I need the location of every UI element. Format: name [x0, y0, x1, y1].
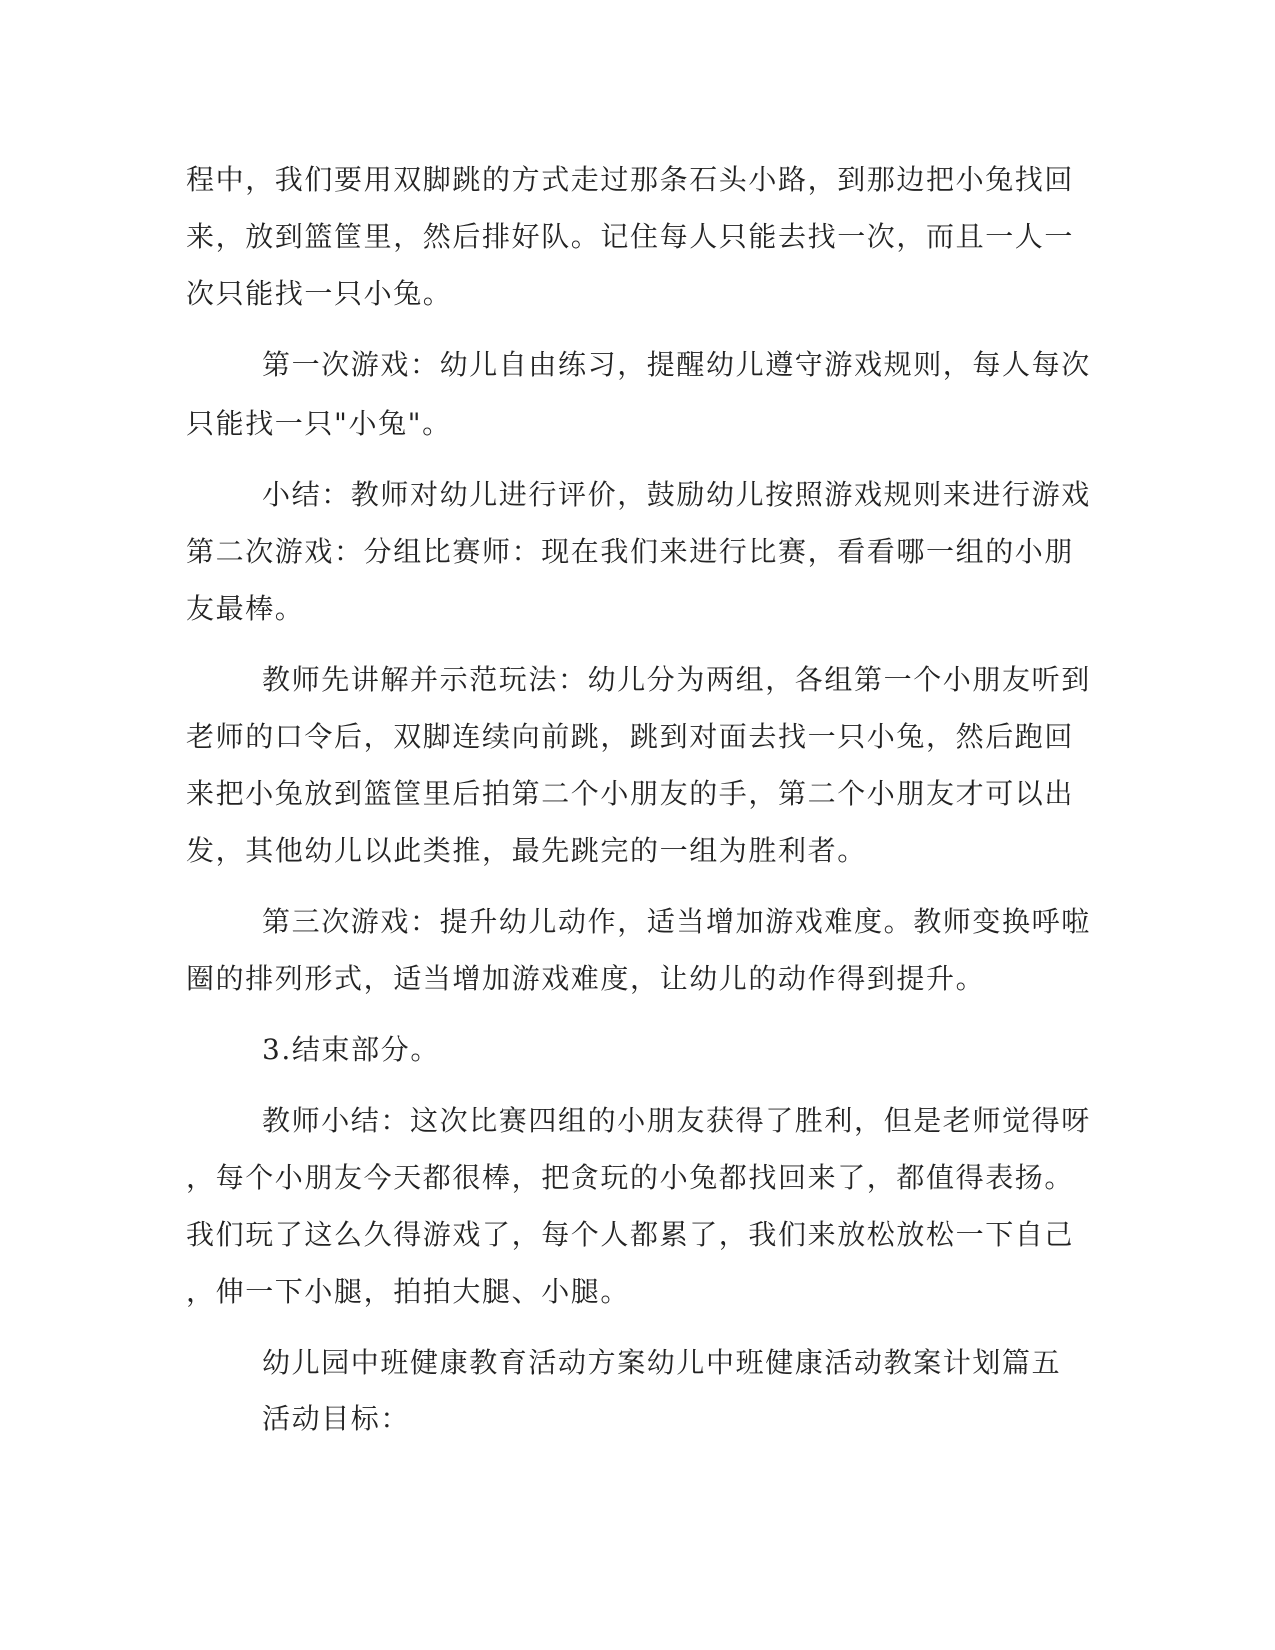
paragraph-line: 来把小兔放到篮筐里后拍第二个小朋友的手，第二个小朋友才可以出 [186, 777, 1075, 810]
paragraph-line: 圈的排列形式，适当增加游戏难度，让幼儿的动作得到提升。 [186, 962, 986, 995]
paragraph-line: 程中，我们要用双脚跳的方式走过那条石头小路，到那边把小兔找回 [186, 163, 1075, 196]
paragraph-line: ，伸一下小腿，拍拍大腿、小腿。 [186, 1275, 631, 1308]
paragraph-line: 教师先讲解并示范玩法：幼儿分为两组，各组第一个小朋友听到 [262, 663, 1091, 696]
section-heading: 3.结束部分。 [262, 1033, 440, 1066]
paragraph-line: 教师小结：这次比赛四组的小朋友获得了胜利，但是老师觉得呀 [262, 1104, 1091, 1137]
article-title: 幼儿园中班健康教育活动方案幼儿中班健康活动教案计划篇五 [262, 1346, 1062, 1379]
paragraph-line: 友最棒。 [186, 592, 305, 625]
paragraph-line: 第三次游戏：提升幼儿动作，适当增加游戏难度。教师变换呼啦 [262, 905, 1091, 938]
paragraph-line: ，每个小朋友今天都很棒，把贪玩的小兔都找回来了，都值得表扬。 [186, 1161, 1075, 1194]
paragraph-line: 发，其他幼儿以此类推，最先跳完的一组为胜利者。 [186, 834, 867, 867]
paragraph-line: 只能找一只"小兔"。 [186, 407, 452, 440]
paragraph-line: 第二次游戏：分组比赛师：现在我们来进行比赛，看看哪一组的小朋 [186, 535, 1075, 568]
paragraph-line: 第一次游戏：幼儿自由练习，提醒幼儿遵守游戏规则，每人每次 [262, 348, 1091, 381]
paragraph-line: 小结：教师对幼儿进行评价，鼓励幼儿按照游戏规则来进行游戏 [262, 478, 1091, 511]
section-heading: 活动目标： [262, 1402, 411, 1435]
paragraph-line: 老师的口令后，双脚连续向前跳，跳到对面去找一只小兔，然后跑回 [186, 720, 1075, 753]
paragraph-line: 来，放到篮筐里，然后排好队。记住每人只能去找一次，而且一人一 [186, 220, 1075, 253]
paragraph-line: 我们玩了这么久得游戏了，每个人都累了，我们来放松放松一下自己 [186, 1218, 1075, 1251]
paragraph-line: 次只能找一只小兔。 [186, 277, 453, 310]
